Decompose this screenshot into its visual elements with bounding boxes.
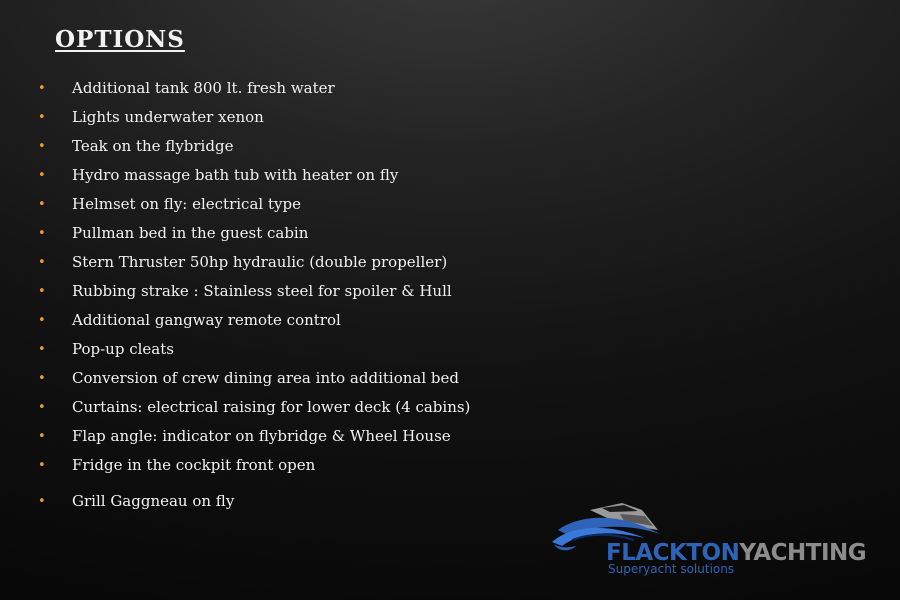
list-item-text: Pop-up cleats	[72, 340, 174, 358]
list-item-text: Curtains: electrical raising for lower deck (4 cabins)	[72, 398, 471, 416]
bullet-icon: •	[38, 226, 46, 241]
list-item-text: Flap angle: indicator on flybridge & Wheel House	[72, 427, 451, 445]
list-item-text: Rubbing strake : Stainless steel for spoiler & Hull	[72, 282, 452, 300]
bullet-icon: •	[38, 110, 46, 125]
flackton-yachting-logo	[550, 500, 880, 584]
list-item-text: Teak on the flybridge	[72, 137, 234, 155]
list-item-text: Grill Gaggneau on fly	[72, 492, 235, 510]
bullet-icon: •	[38, 429, 46, 444]
list-item	[38, 487, 470, 516]
list-item	[38, 451, 470, 480]
bullet-icon: •	[38, 371, 46, 386]
bullet-icon: •	[38, 400, 46, 415]
list-item	[38, 190, 470, 219]
brand-name-part1: FLACKTON	[606, 540, 740, 566]
brand-name-part2: YACHTING	[739, 540, 867, 566]
bullet-icon: •	[38, 342, 46, 357]
list-item-text: Hydro massage bath tub with heater on fly	[72, 166, 399, 184]
list-item-text: Lights underwater xenon	[72, 108, 264, 126]
list-item-text: Additional tank 800 lt. fresh water	[72, 79, 335, 97]
bullet-icon: •	[38, 81, 46, 96]
list-item-text: Conversion of crew dining area into additional bed	[72, 369, 459, 387]
brand-tagline: Superyacht solutions	[608, 562, 735, 576]
list-item	[38, 74, 470, 103]
list-item	[38, 219, 470, 248]
bullet-icon: •	[38, 494, 46, 509]
list-item-text: Additional gangway remote control	[72, 311, 341, 329]
bullet-icon: •	[38, 168, 46, 183]
list-item	[38, 393, 470, 422]
bullet-icon: •	[38, 139, 46, 154]
bullet-icon: •	[38, 313, 46, 328]
bullet-icon: •	[38, 284, 46, 299]
options-list	[38, 74, 470, 516]
list-item-text: Pullman bed in the guest cabin	[72, 224, 309, 242]
list-item	[38, 161, 470, 190]
list-item	[38, 103, 470, 132]
list-item-text: Stern Thruster 50hp hydraulic (double propeller)	[72, 253, 448, 271]
list-item	[38, 277, 470, 306]
list-item	[38, 364, 470, 393]
bullet-icon: •	[38, 197, 46, 212]
bullet-icon: •	[38, 458, 46, 473]
list-item	[38, 422, 470, 451]
slide-title: OPTIONS	[55, 26, 185, 53]
list-item	[38, 335, 470, 364]
list-item-text: Fridge in the cockpit front open	[72, 456, 316, 474]
bullet-icon: •	[38, 255, 46, 270]
list-item	[38, 306, 470, 335]
list-item	[38, 132, 470, 161]
list-item	[38, 248, 470, 277]
list-item-text: Helmset on fly: electrical type	[72, 195, 301, 213]
